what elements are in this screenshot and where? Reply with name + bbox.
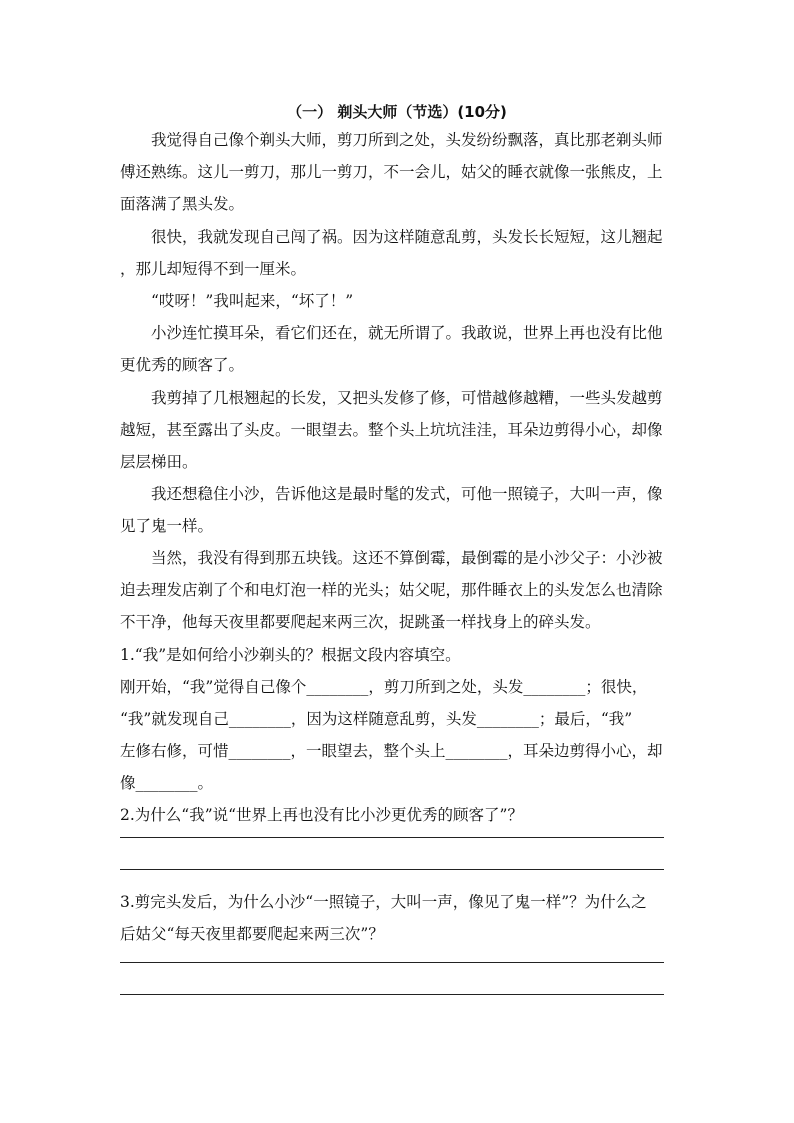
passage-line: 我还想稳住小沙，告诉他这是最时髦的发式，可他一照镜子，大叫一声，像 (120, 485, 663, 503)
question-1-fill-line: 像________。 (120, 774, 214, 792)
passage-line: 越短，甚至露出了头皮。一眼望去。整个头上坑坑洼洼，耳朵边剪得小心，却像 (120, 421, 663, 439)
passage-line: 我觉得自己像个剃头大师，剪刀所到之处，头发纷纷飘落，真比那老剃头师 (120, 131, 663, 149)
answer-line[interactable] (120, 994, 664, 995)
passage-line: 傅还熟练。这儿一剪刀，那儿一剪刀，不一会儿，姑父的睡衣就像一张熊皮，上 (120, 163, 663, 181)
passage-line: “哎呀！”我叫起来，“坏了！” (120, 292, 354, 310)
passage-line: 当然，我没有得到那五块钱。这还不算倒霉，最倒霉的是小沙父子：小沙被 (120, 549, 663, 567)
question-3-prompt: 后姑父“每天夜里都要爬起来两三次”？ (120, 925, 384, 943)
passage-line: 我剪掉了几根翘起的长发，又把头发修了修，可惜越修越糟，一些头发越剪 (120, 389, 663, 407)
answer-line[interactable] (120, 869, 664, 870)
passage-title: （一） 剃头大师（节选）(10分) (287, 103, 507, 121)
question-3-prompt: 3.剪完头发后，为什么小沙“一照镜子，大叫一声，像见了鬼一样”？为什么之 (120, 893, 647, 911)
question-2-prompt: 2.为什么“我”说“世界上再也没有比小沙更优秀的顾客了”？ (120, 806, 523, 824)
passage-line: 见了鬼一样。 (120, 517, 214, 535)
passage-line: 面落满了黑头发。 (120, 195, 245, 213)
passage-line: 小沙连忙摸耳朵，看它们还在，就无所谓了。我敢说，世界上再也没有比他 (120, 324, 663, 342)
passage-line: 迫去理发店剃了个和电灯泡一样的光头；姑父呢，那件睡衣上的头发怎么也清除 (120, 581, 663, 599)
passage-line: ，那儿却短得不到一厘米。 (120, 260, 307, 278)
question-1-fill-line: 刚开始，“我”觉得自己像个________，剪刀所到之处，头发________；很快， (120, 678, 648, 696)
question-1-fill-line: 左修右修，可惜________，一眼望去，整个头上________，耳朵边剪得小心，却 (120, 742, 663, 760)
passage-line: 层层梯田。 (120, 453, 198, 471)
answer-line[interactable] (120, 962, 664, 963)
passage-line: 很快，我就发现自己闯了祸。因为这样随意乱剪，头发长长短短，这儿翘起 (120, 228, 663, 246)
passage-line: 不干净，他每天夜里都要爬起来两三次，捉跳蚤一样找身上的碎头发。 (120, 613, 601, 631)
passage-line: 更优秀的顾客了。 (120, 356, 245, 374)
question-1-fill-line: “我”就发现自己________，因为这样随意乱剪，头发________；最后，“我” (120, 710, 633, 728)
answer-line[interactable] (120, 837, 664, 838)
question-1-prompt: 1.“我”是如何给小沙剃头的？根据文段内容填空。 (120, 646, 461, 664)
